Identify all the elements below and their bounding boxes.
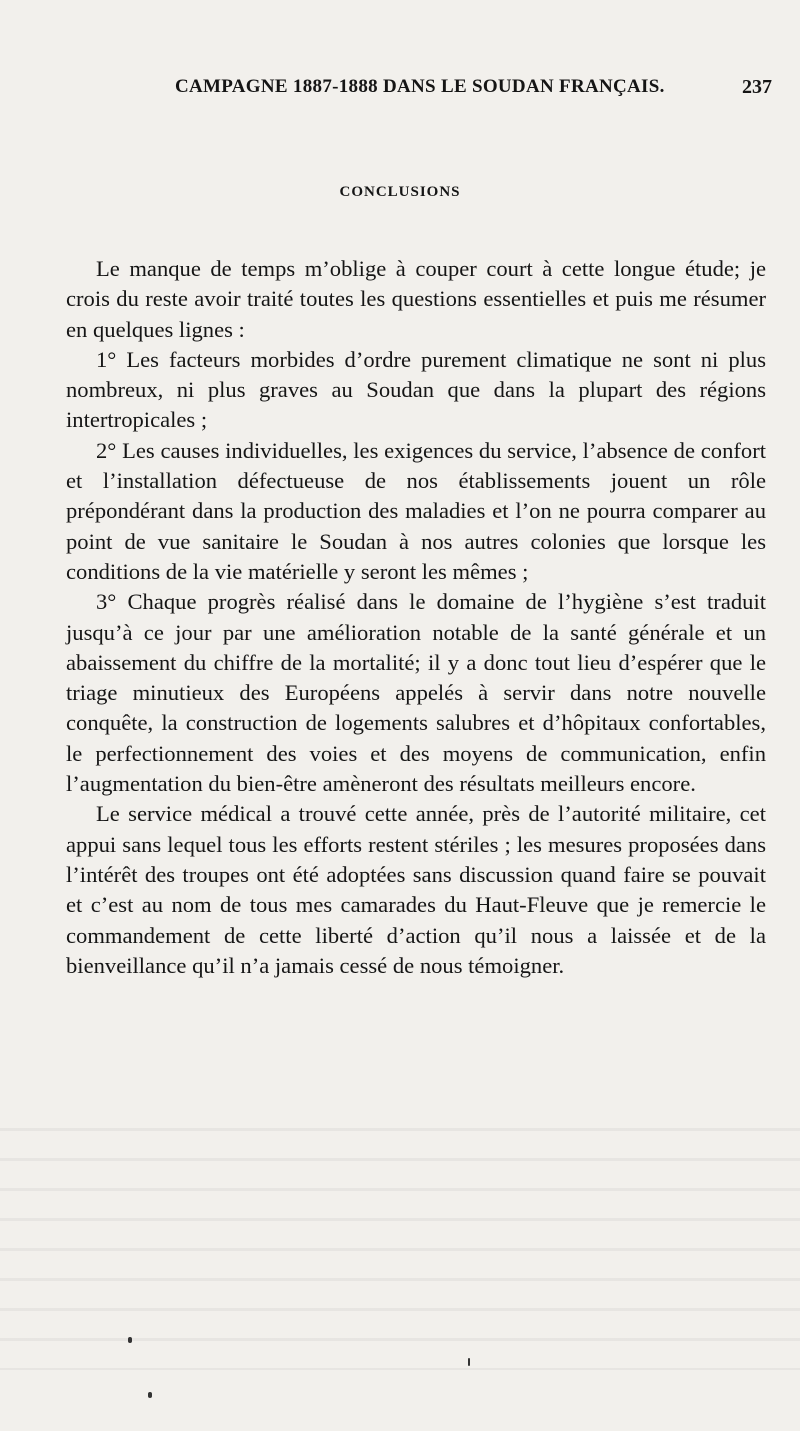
running-head bbox=[60, 76, 772, 102]
running-title: CAMPAGNE 1887-1888 DANS LE SOUDAN FRANÇAIS. bbox=[175, 76, 665, 97]
paragraph-closing: Le service médical a trouvé cette année, près de l’autorité militaire, cet appui sans lequel tous les efforts restent stériles ; les mesures proposées dans l’intérêt des troupes ont été adoptées sans discussion quand faire se pouvait et c’est au nom de tous mes camarades du Haut-Fleuve que je remercie le commandement de cette liberté d’action qu’il nous a laissée et de la bienveillance qu’il n’a jamais cessé de nous témoigner. bbox=[66, 801, 766, 978]
paragraph-point-1: 1° Les facteurs morbides d’ordre purement climatique ne sont ni plus nombreux, ni plus graves au Soudan que dans la plupart des régions intertropicales ; bbox=[66, 346, 766, 433]
show-through-texture bbox=[0, 1110, 800, 1370]
body-text bbox=[66, 254, 766, 981]
page-number: 237 bbox=[742, 76, 772, 98]
section-title: CONCLUSIONS bbox=[339, 184, 461, 200]
ink-speck bbox=[128, 1337, 132, 1343]
paragraph-intro: Le manque de temps m’oblige à couper court à cette longue étude; je crois du reste avoir traité toutes les questions essentielles et puis me résumer en quelques lignes : bbox=[66, 256, 766, 342]
ink-speck bbox=[468, 1358, 470, 1366]
ink-speck bbox=[148, 1392, 152, 1398]
paragraph-point-3: 3° Chaque progrès réalisé dans le domaine de l’hygiène s’est traduit jusqu’à ce jour par une amélioration notable de la santé générale et un abaissement du chiffre de la mortalité; il y a donc tout lieu d’espérer que le triage minutieux des Européens appelés à servir dans notre nouvelle conquête, la construction de logements salubres et d’hôpitaux confortables, le perfectionnement des voies et des moyens de communication, enfin l’augmentation du bien-être amèneront des résultats meilleurs encore. bbox=[66, 589, 766, 797]
paragraph-point-2: 2° Les causes individuelles, les exigences du service, l’absence de confort et l’installation défectueuse de nos établissements jouent un rôle prépondérant dans la production des maladies et l’on ne pourra comparer au point de vue sanitaire le Soudan à nos autres colonies que lorsque les conditions de la vie matérielle y seront les mêmes ; bbox=[66, 437, 766, 584]
